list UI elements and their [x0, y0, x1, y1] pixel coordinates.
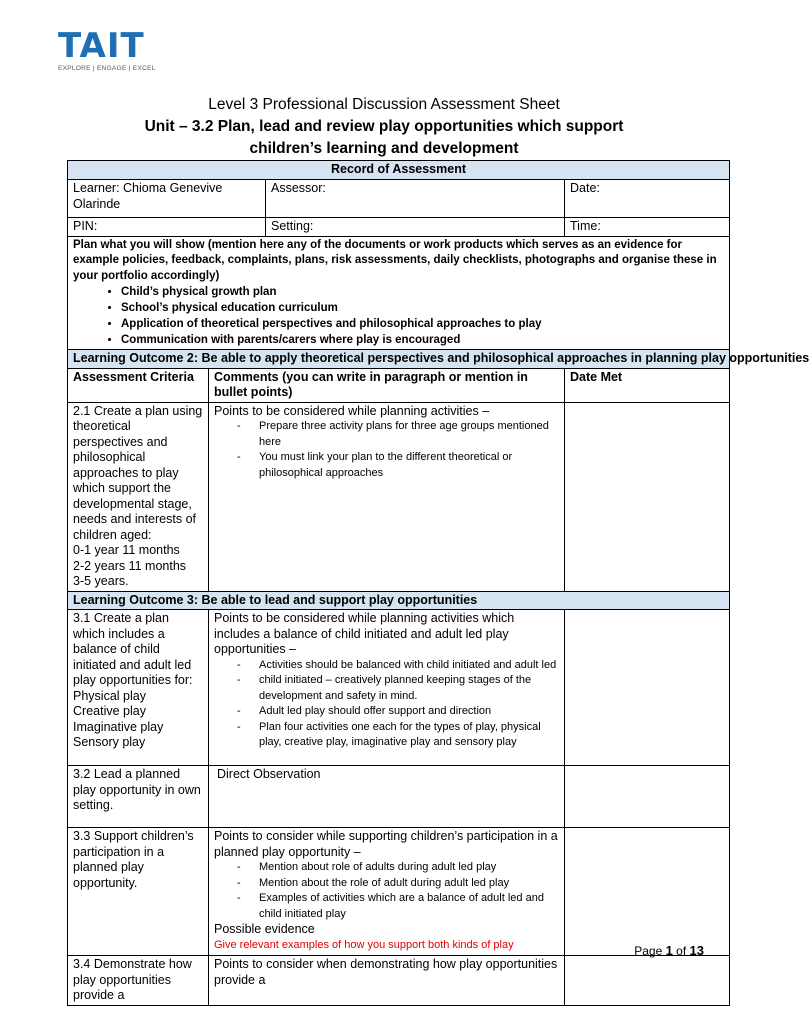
possible-evidence: Possible evidence: [214, 922, 315, 936]
list-item: - Adult led play should offer support and direction: [257, 704, 559, 720]
title-line-2: Unit – 3.2 Plan, lead and review play opportunities which support: [144, 118, 624, 135]
page-word: Page: [634, 944, 663, 958]
criteria-header: Assessment Criteria: [68, 368, 209, 402]
list-item: - Prepare three activity plans for three age groups mentioned here: [257, 419, 559, 450]
list-item: • Application of theoretical perspectives and philosophical approaches to play: [121, 316, 724, 332]
comment-points: [214, 419, 559, 481]
comment-intro: Points to be considered while planning activities –: [214, 403, 490, 418]
date-cell: Date:: [565, 180, 730, 218]
age-range: 0-1 year 11 months: [73, 543, 180, 557]
comment-intro: Points to be considered while planning activities which includes a balance of child initiated and adult led play opportunities –: [214, 611, 515, 656]
list-item: - Mention about role of adults during adult led play: [257, 860, 559, 876]
list-item: - Activities should be balanced with child initiated and adult led: [257, 658, 559, 674]
time-cell: Time:: [565, 218, 730, 237]
age-range: 2-2 years 11 months: [73, 558, 187, 573]
page-total: 13: [689, 943, 704, 958]
comments-3-3: [209, 828, 565, 956]
plan-list: [73, 284, 724, 348]
play-type: Creative play: [73, 704, 146, 718]
criteria-text: 2.1 Create a plan using theoretical perspectives and philosophical approaches to play which support the developmental stage, needs and interests of children aged:: [73, 403, 203, 542]
play-type: Physical play: [73, 688, 146, 703]
comment-points: [214, 658, 559, 751]
date-met-3-4[interactable]: [565, 956, 730, 1006]
title-line-3: children’s learning and development: [249, 140, 519, 157]
title-line-1: Level 3 Professional Discussion Assessment Sheet: [208, 96, 560, 113]
list-item: - Examples of activities which are a balance of adult led and child initiated play: [257, 891, 559, 922]
list-item: • School’s physical education curriculum: [121, 300, 724, 316]
assessment-table: [67, 160, 809, 1006]
page-footer: [634, 943, 704, 958]
date-met-2-1[interactable]: [565, 402, 730, 591]
date-met-3-2[interactable]: [565, 766, 730, 828]
plan-cell: [68, 236, 730, 350]
date-met-header: Date Met: [565, 368, 730, 402]
document-title: [0, 94, 768, 160]
page-number: 1: [665, 943, 673, 958]
age-range: 3-5 years.: [73, 574, 129, 588]
criteria-2-1: [68, 402, 209, 591]
comments-3-2: Direct Observation: [209, 766, 565, 828]
play-type: Imaginative play: [73, 719, 164, 734]
date-met-3-3[interactable]: [565, 828, 730, 956]
tait-logo: [58, 28, 178, 78]
date-met-3-1[interactable]: [565, 610, 730, 766]
criteria-3-4: 3.4 Demonstrate how play opportunities provide a: [68, 956, 209, 1006]
play-type: Sensory play: [73, 735, 146, 749]
comments-header: Comments (you can write in paragraph or mention in bullet points): [209, 368, 565, 402]
comment-points: [214, 860, 559, 922]
comments-3-1: [209, 610, 565, 766]
record-heading: Record of Assessment: [68, 161, 730, 180]
list-item: - child initiated – creatively planned keeping stages of the development and safety in mind.: [257, 673, 559, 704]
lo2-heading: Learning Outcome 2: Be able to apply theoretical perspectives and philosophical approaches in planning play opportunities: [68, 350, 730, 369]
criteria-3-2: 3.2 Lead a planned play opportunity in own setting.: [68, 766, 209, 828]
plan-intro: Plan what you will show (mention here any of the documents or work products which serves as an evidence for example policies, feedback, complaints, plans, risk assessments, daily checklists, photographs and organise these in your portfolio accordingly): [73, 238, 717, 282]
evidence-note: Give relevant examples of how you support both kinds of play: [214, 938, 514, 951]
logo-wordmark: TAIT: [58, 26, 145, 66]
logo-tagline: EXPLORE | ENGAGE | EXCEL: [58, 65, 156, 72]
setting-cell: Setting:: [266, 218, 565, 237]
list-item: • Communication with parents/carers where play is encouraged: [121, 332, 724, 348]
comments-2-1: [209, 402, 565, 591]
assessor-cell: Assessor:: [266, 180, 565, 218]
pin-cell: PIN:: [68, 218, 266, 237]
list-item: • Child’s physical growth plan: [121, 284, 724, 300]
list-item: - Mention about the role of adult during adult led play: [257, 876, 559, 892]
lo3-heading: Learning Outcome 3: Be able to lead and support play opportunities: [68, 591, 730, 610]
criteria-3-1: [68, 610, 209, 766]
list-item: - Plan four activities one each for the types of play, physical play, creative play, imaginative play and sensory play: [257, 720, 559, 751]
learner-cell: Learner: Chioma Genevive Olarinde: [68, 180, 266, 218]
criteria-text: 3.1 Create a plan which includes a balance of child initiated and adult led play opportunities for:: [73, 611, 193, 687]
criteria-3-3: 3.3 Support children’s participation in a planned play opportunity.: [68, 828, 209, 956]
of-word: of: [676, 944, 687, 958]
list-item: - You must link your plan to the different theoretical or philosophical approaches: [257, 450, 559, 481]
comment-intro: Points to consider while supporting children’s participation in a planned play opportunity –: [214, 829, 558, 859]
comments-3-4: Points to consider when demonstrating how play opportunities provide a: [209, 956, 565, 1006]
